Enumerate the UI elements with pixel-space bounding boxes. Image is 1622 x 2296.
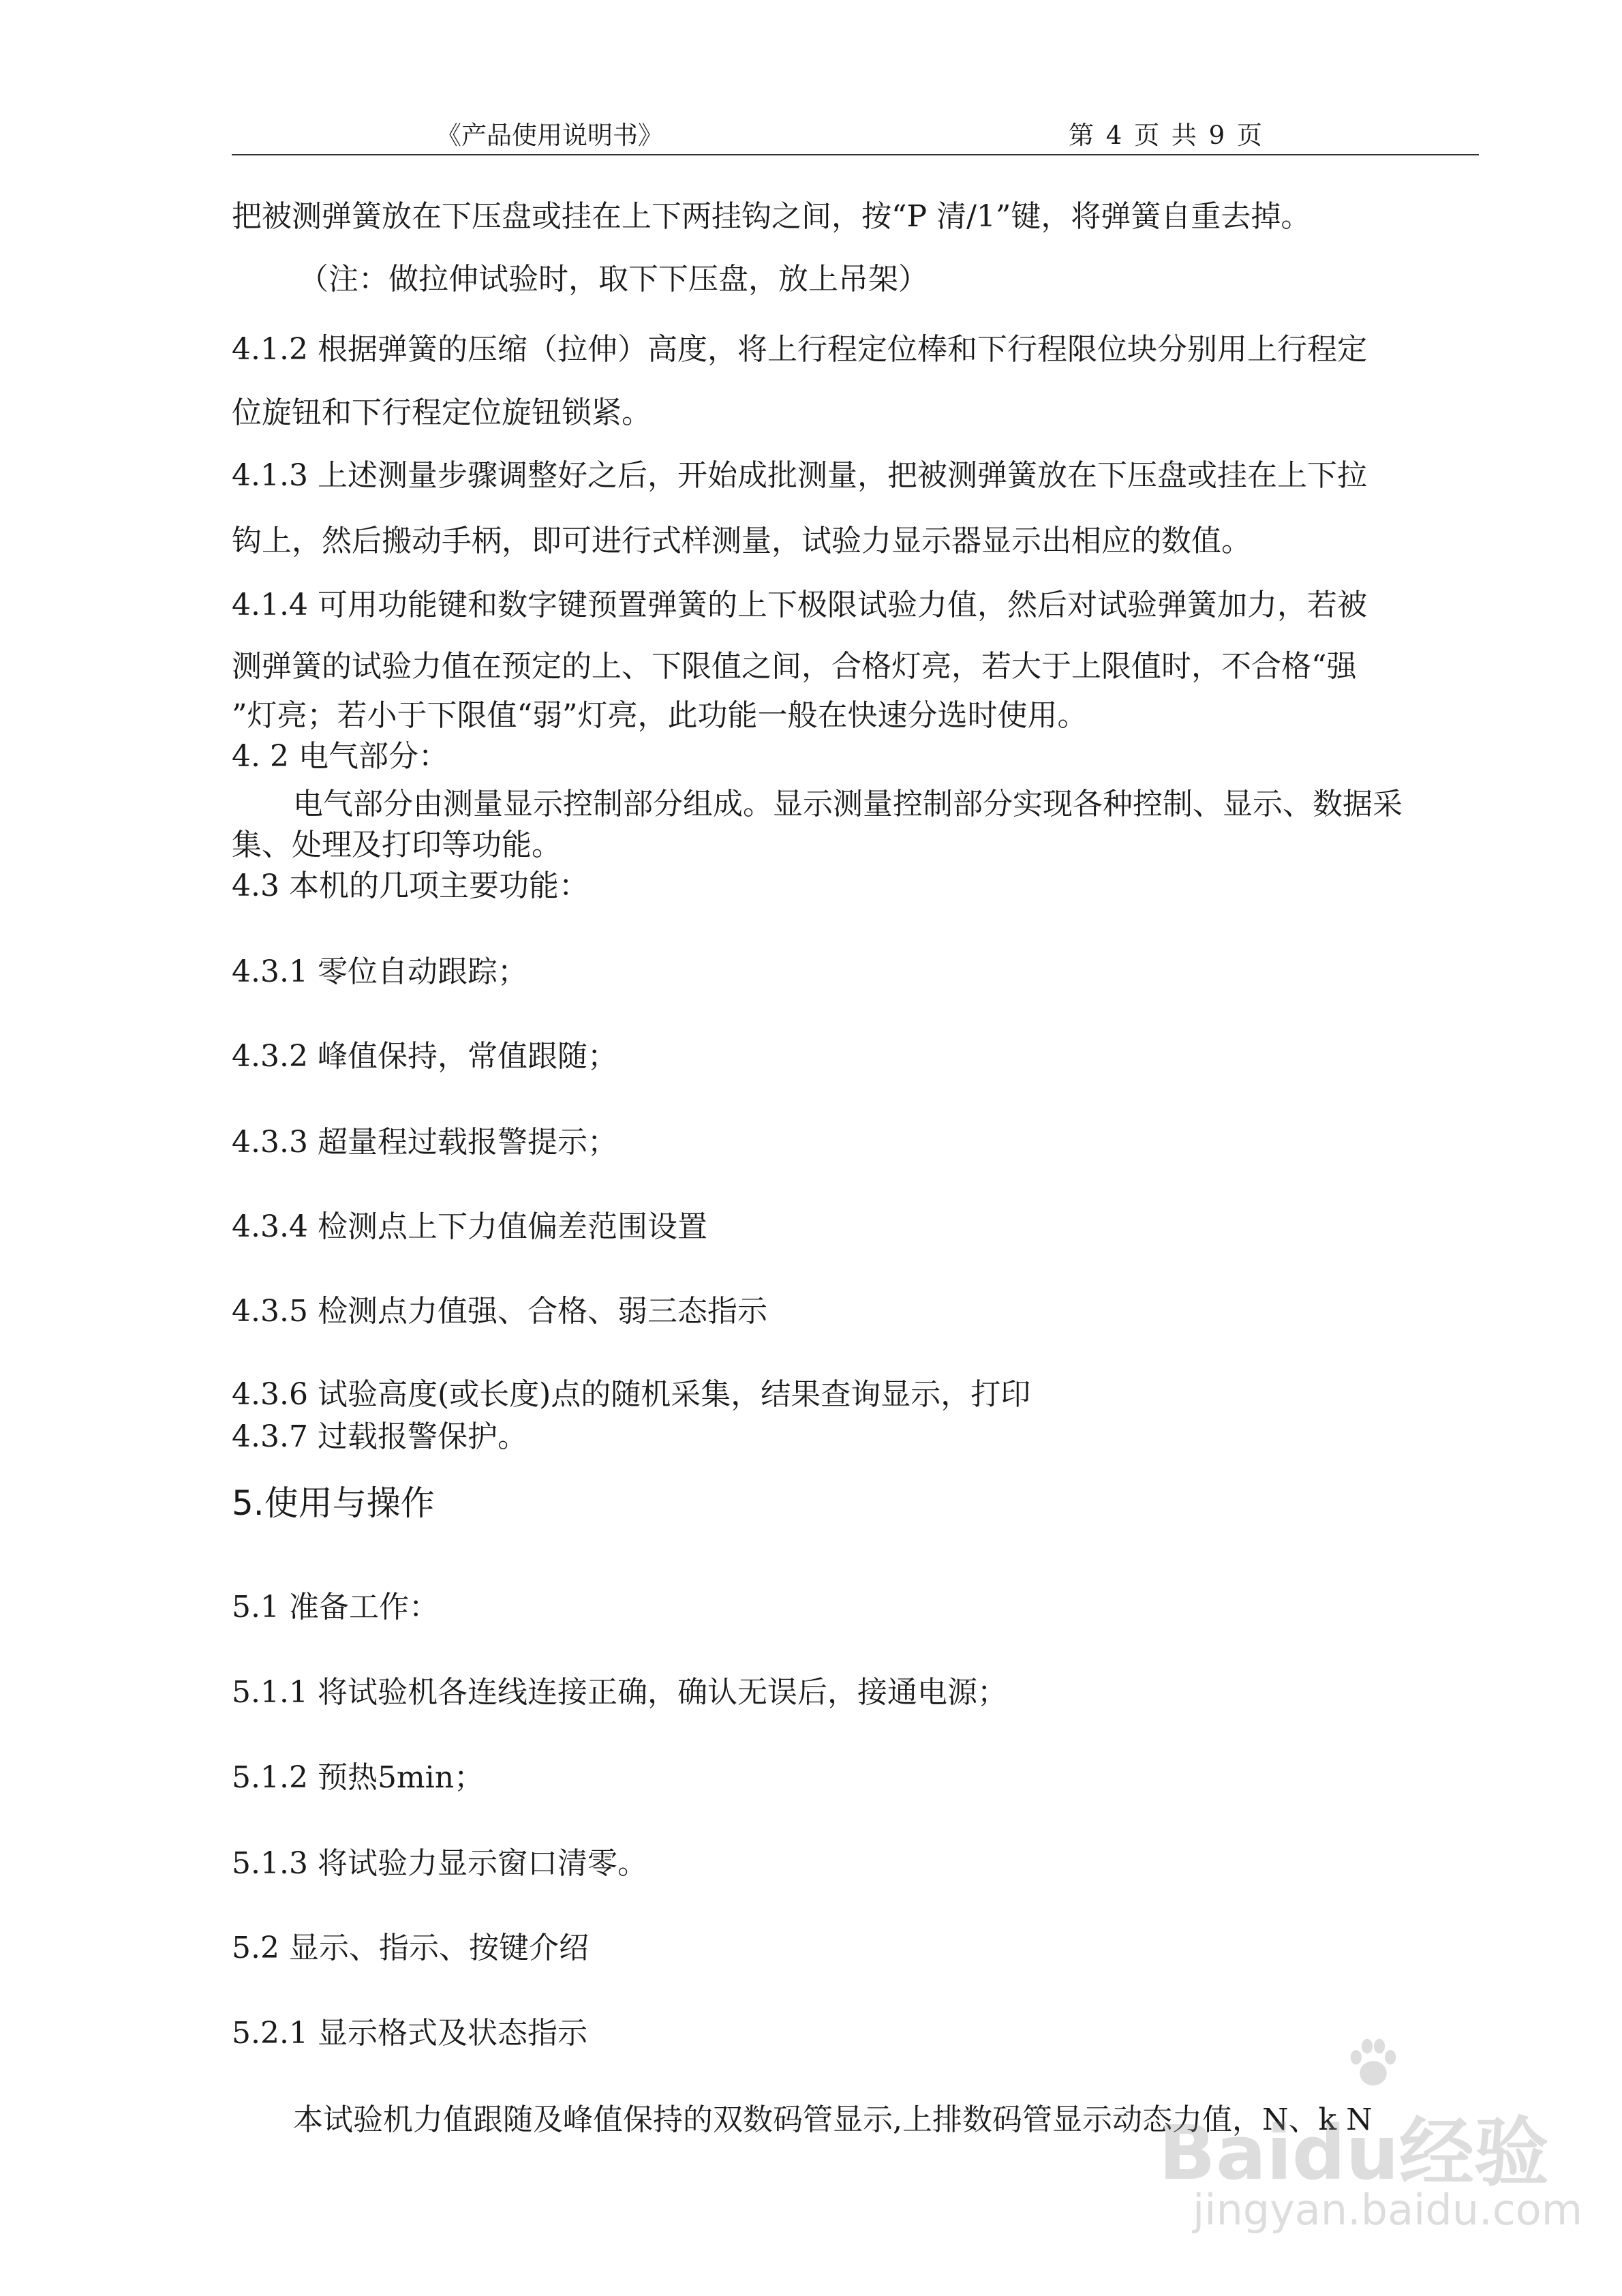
paragraph-line: 测弹簧的试验力值在预定的上、下限值之间，合格灯亮，若大于上限值时，不合格“强	[232, 649, 1357, 684]
section-title: 4.3 本机的几项主要功能：	[232, 868, 589, 903]
list-item: 4.3.1 零位自动跟踪；	[232, 954, 527, 989]
list-item: 5.1.2 预热5min；	[232, 1760, 485, 1795]
section-title: 4. 2 电气部分：	[232, 739, 448, 774]
note-line: （注：做拉伸试验时，取下下压盘，放上吊架）	[299, 262, 928, 297]
watermark-brand: Baidu经验	[1159, 2109, 1549, 2196]
paragraph-line: 集、处理及打印等功能。	[232, 828, 562, 862]
paragraph-line: 钩上，然后搬动手柄，即可进行式样测量，试验力显示器显示出相应的数值。	[232, 524, 1251, 558]
chapter-heading: 5.使用与操作	[232, 1483, 435, 1523]
paragraph-line: 电气部分由测量显示控制部分组成。显示测量控制部分实现各种控制、显示、数据采	[293, 787, 1403, 821]
list-item: 5.2.1 显示格式及状态指示	[232, 2016, 587, 2051]
list-item: 4.3.7 过载报警保护。	[232, 1419, 527, 1454]
watermark-url: jingyan.baidu.com	[1193, 2185, 1583, 2235]
paragraph-line: 位旋钮和下行程定位旋钮锁紧。	[232, 395, 652, 430]
paw-icon	[1343, 2031, 1404, 2093]
document-title: 《产品使用说明书》	[436, 121, 663, 150]
page-number: 第 4 页 共 9 页	[1069, 121, 1262, 150]
list-item: 4.3.3 超量程过载报警提示；	[232, 1125, 617, 1160]
baidu-watermark	[1159, 2031, 1595, 2256]
list-item: 4.3.2 峰值保持，常值跟随；	[232, 1039, 617, 1074]
list-item: 4.3.5 检测点力值强、合格、弱三态指示	[232, 1294, 767, 1329]
list-item: 4.3.6 试验高度(或长度)点的随机采集，结果查询显示，打印	[232, 1377, 1031, 1412]
section-title: 5.2 显示、指示、按键介绍	[232, 1931, 589, 1965]
list-item: 4.3.4 检测点上下力值偏差范围设置	[232, 1209, 707, 1244]
page-header	[232, 115, 1479, 155]
paragraph-line: 4.1.2 根据弹簧的压缩（拉伸）高度，将上行程定位棒和下行程限位块分别用上行程定	[232, 332, 1367, 367]
paragraph-line: 本试验机力值跟随及峰值保持的双数码管显示,上排数码管显示动态力值，N、k N	[293, 2102, 1373, 2137]
paragraph-line: ”灯亮；若小于下限值“弱”灯亮，此功能一般在快速分选时使用。	[232, 698, 1088, 733]
list-item: 5.1.1 将试验机各连线连接正确，确认无误后，接通电源；	[232, 1675, 1007, 1710]
paragraph-line: 4.1.3 上述测量步骤调整好之后，开始成批测量，把被测弹簧放在下压盘或挂在上下拉	[232, 458, 1367, 493]
paragraph-line: 4.1.4 可用功能键和数字键预置弹簧的上下极限试验力值，然后对试验弹簧加力，若被	[232, 588, 1367, 622]
list-item: 5.1.3 将试验力显示窗口清零。	[232, 1846, 647, 1881]
paragraph-line: 把被测弹簧放在下压盘或挂在上下两挂钩之间，按“P 清/1”键，将弹簧自重去掉。	[232, 199, 1311, 234]
section-title: 5.1 准备工作：	[232, 1590, 439, 1625]
